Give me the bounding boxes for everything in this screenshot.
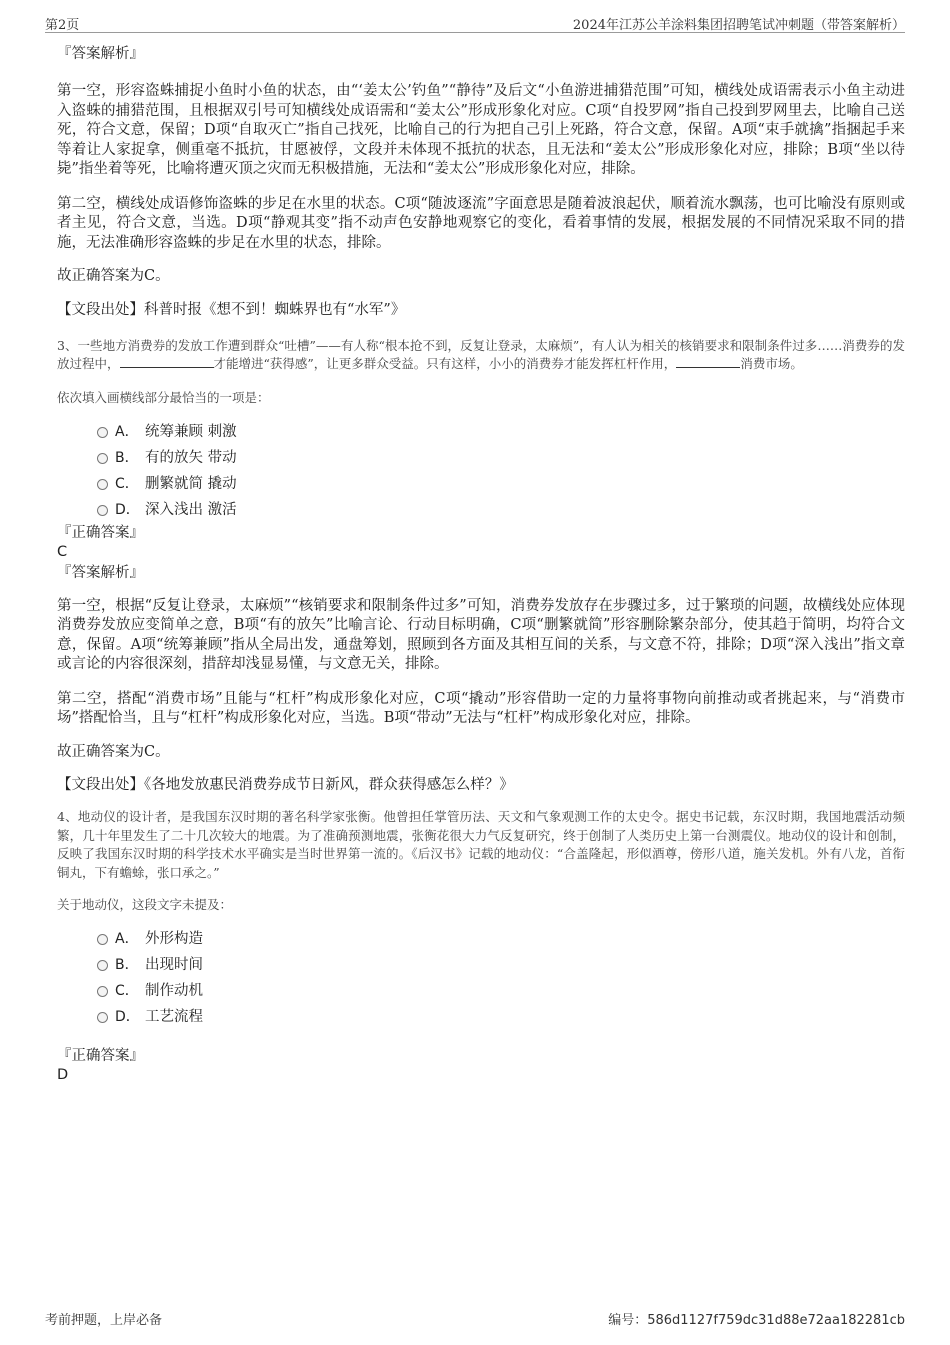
q3-stem-part-a: 3、一些地方消费券的发放工作遭到群众“吐槽”——有人称“根本抢不到，反复让登录，太麻烦”，有人认为相关的核销要求和限制条件过多……消费券的发放过程中， (57, 337, 905, 371)
q3-conclusion: 故正确答案为C。 (57, 743, 170, 760)
q3-option-b[interactable]: B． 有的放矢 带动 (57, 447, 905, 473)
document-code (608, 1309, 905, 1328)
page-number: 第2页 (45, 18, 80, 33)
radio-icon[interactable] (97, 427, 108, 438)
q4-option-c[interactable]: C． 制作动机 (57, 980, 905, 1006)
q4-prompt: 关于地动仪，这段文字未提及： (57, 897, 233, 912)
q3-stem (57, 337, 905, 374)
q3-stem-part-c: 消费市场。 (740, 356, 803, 371)
q3-answer-label: 『正确答案』 (57, 524, 144, 541)
q4-option-a[interactable]: A． 外形构造 (57, 928, 905, 954)
code-label: 编号： (608, 1313, 648, 1328)
q3-blank-2 (676, 355, 740, 368)
q2-analysis-label: 『答案解析』 (57, 46, 144, 62)
q2-analysis-paragraph-1: 第一空，形容盗蛛捕捉小鱼时小鱼的状态，由“‘姜太公’钓鱼”“静待”及后文“小鱼游进捕猎范围”可知，横线处成语需表示小鱼主动进入盗蛛的捕猎范围，且根据双引号可知横线处成语需和“姜太公”形成形象化对应。C项“自投罗网”指自己投到罗网里去，比喻自己送死，符合文意，保留；D项“自取灭亡”指自己找死，比喻自己的行为把自己引上死路，符合文意，保留。A项“束手就擒”指捆起手来等着让人家捉拿，侧重毫不抵抗，甘愿被俘，文段并未体现不抵抗的状态，且无法和“姜太公”形成形象化对应，排除；B项“坐以待毙”指坐着等死，比喻将遭灭顶之灾而无积极措施，无法和“姜太公”形成形象化对应，排除。 (57, 83, 905, 177)
q3-answer: C (57, 543, 68, 560)
q3-blank-1 (120, 355, 214, 368)
radio-icon[interactable] (97, 1012, 108, 1023)
q3-stem-part-b: 才能增进“获得感”，让更多群众受益。只有这样，小小的消费券才能发挥杠杆作用， (213, 356, 677, 371)
radio-icon[interactable] (97, 986, 108, 997)
q4-option-b[interactable]: B． 出现时间 (57, 954, 905, 980)
document-title: 2024年江苏公羊涂料集团招聘笔试冲刺题（带答案解析） (572, 18, 905, 33)
q4-option-d[interactable]: D． 工艺流程 (57, 1006, 905, 1032)
radio-icon[interactable] (97, 934, 108, 945)
q4-answer: D (57, 1067, 69, 1083)
code-value: 586d1127f759dc31d88e72aa182281cb (647, 1313, 905, 1328)
radio-icon[interactable] (97, 505, 108, 516)
q3-analysis-paragraph-2: 第二空，搭配“消费市场”且能与“杠杆”构成形象化对应，C项“撬动”形容借助一定的力量将事物向前推动或者挑起来，与“消费市场”搭配恰当，且与“杠杆”构成形象化对应，当选。B项“带动”无法与“杠杆”构成形象化对应，排除。 (57, 690, 905, 726)
q2-analysis-paragraph-2: 第二空，横线处成语修饰盗蛛的步足在水里的状态。C项“随波逐流”字面意思是随着波浪起伏，顺着流水飘荡，也可比喻没有原则或者主见，符合文意，当选。D项“静观其变”指不动声色安静地观察它的变化，看着事情的发展，根据发展的不同情况采取不同的措施，无法准确形容盗蛛的步足在水里的状态，排除。 (57, 195, 905, 251)
page-header (45, 12, 905, 33)
radio-icon[interactable] (97, 479, 108, 490)
q3-option-c[interactable]: C． 删繁就简 撬动 (57, 473, 905, 499)
footer-slogan: 考前押题，上岸必备 (45, 1313, 163, 1328)
q3-analysis-paragraph-1: 第一空，根据“反复让登录，太麻烦”“核销要求和限制条件过多”可知，消费券发放存在步骤过多，过于繁琐的问题，故横线处应体现消费券发放应变简单之意，B项“有的放矢”比喻言论、行动目标明确，C项“删繁就简”形容删除繁杂部分，使其趋于简明，均符合文意，保留。A项“统筹兼顾”指从全局出发，通盘筹划，照顾到各方面及其相互间的关系，与文意不符，排除；D项“深入浅出”指文章或言论的内容很深刻，措辞却浅显易懂，与文意无关，排除。 (57, 597, 905, 672)
q2-conclusion: 故正确答案为C。 (57, 268, 170, 284)
q2-source: 【文段出处】科普时报《想不到！蜘蛛界也有“水军”》 (57, 301, 406, 318)
q3-option-a[interactable]: A． 统筹兼顾 刺激 (57, 421, 905, 447)
page-content (57, 40, 905, 1084)
q3-options (57, 421, 905, 525)
q3-analysis-label: 『答案解析』 (57, 564, 144, 581)
q4-answer-label: 『正确答案』 (57, 1048, 144, 1064)
q3-source: 【文段出处】《各地发放惠民消费券成节日新风，群众获得感怎么样？》 (57, 777, 514, 793)
radio-icon[interactable] (97, 453, 108, 464)
q4-options (57, 928, 905, 1032)
q3-option-d[interactable]: D． 深入浅出 激活 (57, 499, 905, 525)
q3-prompt: 依次填入画横线部分最恰当的一项是： (57, 389, 270, 405)
radio-icon[interactable] (97, 960, 108, 971)
q4-stem: 4、地动仪的设计者，是我国东汉时期的著名科学家张衡。他曾担任掌管历法、天文和气象观测工作的太史令。据史书记载，东汉时期，我国地震活动频繁，几十年里发生了二十几次较大的地震。为了准确预测地震，张衡花很大力气反复研究，终于创制了人类历史上第一台测震仪。地动仪的设计和创制，反映了我国东汉时期的科学技术水平确实是当时世界第一流的。《后汉书》记载的地动仪：“合盖隆起，形似酒尊，傍形八道，施关发机。外有八龙，首衔铜丸，下有蟾蜍，张口承之。” (57, 809, 905, 880)
